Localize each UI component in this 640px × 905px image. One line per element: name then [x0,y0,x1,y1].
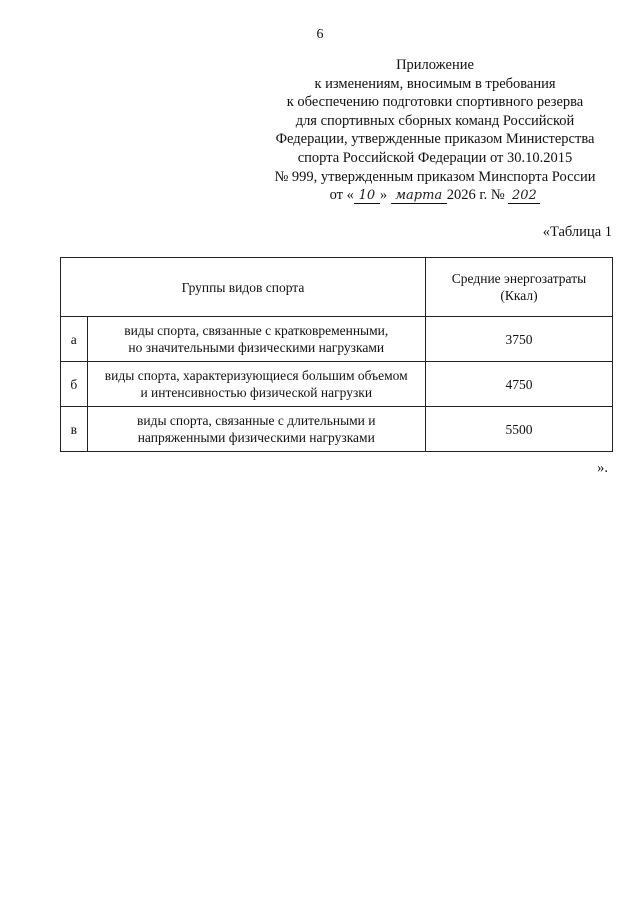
date-day-handwritten: 10 [354,189,380,204]
row-energy-value: 3750 [425,317,612,362]
appendix-line: для спортивных сборных команд Российской [295,112,575,129]
row-energy-value: 4750 [425,362,612,407]
appendix-date-line [250,186,620,205]
header-group-cell [61,258,426,317]
row-description-line: виды спорта, характеризующиеся большим объемом [104,368,408,383]
table-header-row [61,258,613,317]
table-caption: «Таблица 1 [542,224,612,240]
row-letter: в [61,407,88,452]
appendix-line: к обеспечению подготовки спортивного резерва [286,94,584,111]
date-month-handwritten: марта [391,189,447,204]
date-mid: » [379,187,388,204]
closing-mark: ». [597,460,608,476]
header-energy-line2: (Ккал) [500,288,538,303]
row-energy-value: 5500 [425,407,612,452]
page-number: 6 [316,27,324,42]
row-group-description [87,362,425,407]
date-year: 2026 г. № [446,187,505,204]
table-row [61,362,613,407]
table-row [61,317,613,362]
appendix-title: Приложение [396,57,474,73]
row-letter: а [61,317,88,362]
row-letter: б [61,362,88,407]
header-energy-cell [425,258,612,317]
row-description-line: виды спорта, связанные с кратковременными, [124,323,389,338]
row-description-line: напряженными физическими нагрузками [137,430,375,445]
table-row [61,407,613,452]
appendix-line: № 999, утвержденным приказом Минспорта России [274,168,596,185]
row-description-line: виды спорта, связанные с длительными и [137,413,376,428]
row-description-line: и интенсивностью физической нагрузки [140,385,373,400]
row-group-description [87,407,425,452]
date-prefix: от « [329,187,354,204]
header-energy-line1: Средние энергозатраты [451,271,587,286]
header-group-label: Группы видов спорта [181,279,305,295]
order-number-handwritten: 202 [508,189,540,204]
appendix-line: к изменениям, вносимым в требования [314,75,556,92]
appendix-line: спорта Российской Федерации от 30.10.2015 [297,149,573,166]
energy-table [60,257,613,452]
row-description-line: но значительными физическими нагрузками [128,340,385,355]
appendix-line: Федерации, утвержденные приказом Министерства [275,131,595,148]
appendix-header [250,56,620,205]
row-group-description [87,317,425,362]
